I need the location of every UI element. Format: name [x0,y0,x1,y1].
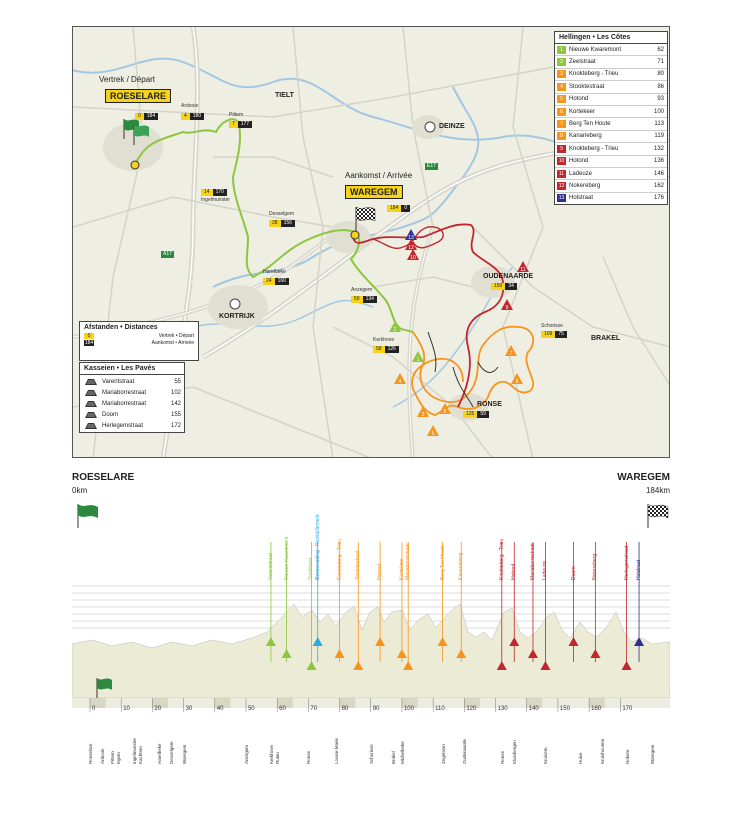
profile-start-name: ROESELARE [72,472,135,483]
km-tag: 58 126 [373,346,399,353]
kasseien-title: Kasseien • Les Pavés [80,363,184,375]
climb-number-badge: 4 [557,83,566,91]
place-label: TIELT [275,92,294,99]
hellingen-legend [554,31,668,205]
climb-label: Nieuwe Kwaremont [283,536,290,580]
route-place-label: Anzegem [243,744,249,764]
cobble-name: Mariaborrestraat [102,400,147,407]
town-label: Ardooie [181,103,199,109]
cobble-km: 102 [170,389,181,396]
route-place-label: Ardooie [100,748,106,764]
kasseien-row [80,420,184,431]
svg-text:6: 6 [443,409,447,414]
climb-number-badge: 8 [557,132,566,140]
start-heading: Vertrek / Départ [99,75,156,84]
climb-number-badge: 13 [558,195,565,202]
place-label: KORTRIJK [219,313,255,320]
hellingen-row [555,142,667,154]
climb-name: Knokteberg - Trieu [569,71,619,78]
km-tag: 109 75 [541,331,567,338]
climb-name: Hotond [569,96,589,103]
climb-marker-icon [394,373,406,384]
km-axis-label: 150 [559,706,570,712]
km-tag: 7 177 [229,121,252,128]
start-city: ROESELARE [105,89,171,103]
km-axis-label: 160 [591,706,602,712]
climb-km: 93 [657,96,664,103]
climb-km: 136 [653,158,664,165]
climb-marker-icon [501,299,513,310]
km-axis-label: 110 [435,706,445,712]
town-label: Schorisse [541,323,563,329]
kasseien-legend [79,362,185,433]
km-axis-label: 10 [123,706,130,712]
town-label: Harelbeke [263,269,286,275]
km-tag: 0 184 [135,113,158,120]
climb-marker-icon [407,249,419,260]
climb-label: Bevoorrading - Ravitaillement [314,514,321,580]
climb-marker-icon [517,261,529,272]
climb-label: Stooktestraat [355,550,362,580]
climb-km: 132 [653,145,664,152]
climb-km: 162 [653,182,664,189]
profile-chart [72,462,670,774]
km-axis-label: 90 [372,706,380,712]
svg-text:12: 12 [408,245,414,250]
km-axis-label: 50 [247,706,255,712]
hellingen-row [555,155,667,167]
climb-label: Zeelstraat [308,557,315,580]
climb-marker-icon [511,373,523,384]
hellingen-row [555,44,667,55]
cobble-km: 142 [170,400,181,407]
climb-label: Kanarieberg [458,552,465,580]
hellingen-row [555,192,667,204]
km-axis-label: 70 [310,706,318,712]
afstanden-row: 184 Aankomst • Arrivée [84,340,194,346]
cobblestone-icon [84,378,98,386]
cobble-km: 172 [170,422,181,429]
climb-name: Kortekeer [569,108,596,115]
route-place-label: Waregem [181,744,187,764]
town-label: Anzegem [351,287,373,293]
climb-name: Ladeuze [569,170,593,177]
route-place-label: Ingelmunster [131,737,137,764]
km-axis-label: 130 [497,706,508,712]
climb-label: Knokteberg - Trieu [336,538,343,580]
route-map [72,26,670,458]
climb-marker-icon [505,345,517,356]
climb-number-badge: 11 [558,170,565,177]
route-place-label: Huise [577,752,583,764]
route-place-label: Roeselare [88,743,93,764]
cobblestone-icon [84,422,98,430]
climb-number-badge: 12 [558,182,565,189]
town-label: Desselgem [269,211,295,217]
svg-text:9: 9 [505,305,509,310]
climb-km: 100 [653,108,664,115]
route-place-label: Pittem [109,751,115,764]
climb-number-badge: 10 [558,158,565,165]
cobble-name: Doorn [102,411,119,418]
route-place-label: Brakel [390,751,396,764]
svg-text:1: 1 [416,357,420,362]
kasseien-row [80,387,184,398]
svg-text:3: 3 [421,412,425,417]
climb-label: Ladeuze [542,560,549,580]
cobble-km: 55 [174,378,181,385]
climb-km: 113 [654,121,664,128]
climb-label: Hotond [377,563,384,580]
climb-number-badge: 7 [557,120,566,128]
climb-name: Berg Ten Houte [569,121,611,128]
climb-name: Kanarieberg [569,133,602,140]
cobble-name: Varentstraat [102,378,135,385]
finish-city: WAREGEM [345,185,403,199]
climb-number-badge: 1 [557,46,566,54]
road-label: E17 [427,163,436,169]
climb-label: Herlegemstraat [623,545,630,580]
route-place-label: Michelbeke [399,741,405,764]
route-place-label: Kruisem [543,747,549,764]
climb-label: Varentstraat [267,553,274,580]
climb-label: Mariaborrestraat [529,543,536,580]
climb-label: Hotond [511,563,518,580]
climb-number-badge: 2 [557,58,566,66]
climb-km: 119 [654,133,664,140]
route-place-label: Kruishoutem [599,738,605,764]
climb-marker-icon [439,403,451,414]
place-label: DEINZE [439,123,465,130]
climb-km: 176 [653,195,664,202]
hellingen-row [555,105,667,117]
route-place-label: Ruien [275,752,281,764]
km-tag: 125 59 [463,411,489,418]
hellingen-title: Hellingen • Les Côtes [555,32,667,44]
climb-name: Nieuwe Kwaremont [569,46,622,53]
route-place-label: Oudenaarde [462,738,468,764]
km-axis-label: 140 [528,706,539,712]
finish-heading: Aankomst / Arrivée [345,171,413,180]
cobblestone-icon [84,400,98,408]
hellingen-row [555,167,667,179]
climb-km: 146 [653,170,664,177]
km-tag: 184 0 [387,205,410,212]
km-axis-label: 80 [341,706,349,712]
hellingen-row [555,117,667,129]
cobblestone-icon [84,411,98,419]
profile-end-km: 184km [645,486,670,495]
afstanden-row: 0 Vertrek • Départ [84,333,194,339]
hellingen-row [555,130,667,142]
km-axis-label: 40 [216,706,224,712]
climb-label: Kortekeer [398,558,405,580]
climb-km: 86 [657,83,664,90]
route-place-label: Egem [116,752,122,764]
hellingen-row [555,93,667,105]
km-tag: 24 160 [263,278,289,285]
profile-end-name: WAREGEM [617,472,670,483]
climb-number-badge: 5 [557,95,566,103]
town-label: Ingelmunster [201,197,230,203]
route-place-label: Zegelsem [440,744,446,764]
climb-label: Knokteberg - Trieu [498,538,505,580]
climb-number-badge: 3 [557,70,566,78]
climb-name: Knokteberg - Trieu [569,145,619,152]
climb-marker-icon [405,229,417,240]
climb-number-badge: 6 [557,108,566,116]
place-label: BRAKEL [591,335,621,342]
profile-flag-icon [94,676,114,698]
route-place-label: Schorisse [368,744,374,764]
route-place-label: Kerkhove [268,744,274,764]
profile-start-km: 0km [72,486,88,495]
town-label: Pittem [229,112,244,118]
elevation-profile [72,462,670,774]
finish-flag-icon [353,205,379,231]
km-tag: 28 156 [269,220,295,227]
climb-name: Hotond [569,158,589,165]
hellingen-row [555,55,667,67]
svg-text:10: 10 [410,255,416,260]
climb-km: 62 [657,46,664,53]
climb-label: Berg Ten Houte [439,545,446,580]
hellingen-row [555,179,667,191]
climb-km: 71 [657,59,664,66]
km-tag: 50 134 [351,296,377,303]
cobble-km: 155 [170,411,181,418]
km-tag: 4 180 [181,113,204,120]
place-label: OUDENAARDE [483,273,534,280]
km-axis-label: 30 [185,706,193,712]
climb-name: Nokereberg [569,182,601,189]
climb-marker-icon [405,239,417,250]
afstanden-legend [79,321,199,361]
town-label: Kerkhove [373,337,395,343]
climb-label: Mariaborrestraat [405,543,412,580]
route-place-label: Kachtem [137,746,143,764]
km-tag: 150 34 [491,283,517,290]
svg-text:7: 7 [509,351,513,356]
km-axis-label: 20 [154,706,162,712]
kasseien-row [80,376,184,387]
km-axis-label: 100 [403,706,414,712]
route-place-label: Kluisbergen [512,740,518,764]
cobblestone-icon [84,389,98,397]
km-axis-label: 60 [279,706,286,712]
climb-km: 80 [657,71,664,78]
svg-text:8: 8 [515,379,519,384]
cobble-name: Mariaborrestraat [102,389,147,396]
climb-marker-icon [412,351,424,362]
svg-text:11: 11 [520,267,526,272]
climb-name: Holstraat [569,195,594,202]
kasseien-row [80,398,184,409]
climb-name: Zeelstraat [569,59,596,66]
route-place-label: Nokere [624,749,630,764]
km-tag: 14 170 [201,189,227,196]
climb-name: Stooktestraat [569,83,605,90]
route-place-label: Desselgem [169,741,175,764]
km-axis-label: 0 [92,706,96,712]
km-axis-label: 120 [466,706,477,712]
route-place-label: Harelbeke [156,743,162,764]
climb-marker-icon [417,406,429,417]
climb-label: Doorn [570,566,577,580]
start-flag-icon [131,123,153,145]
place-label: RONSE [477,401,502,408]
route-place-label: Louise-Marie [334,737,340,764]
route-place-label: Ronse [306,750,312,764]
climb-marker-icon [427,425,439,436]
svg-text:4: 4 [398,379,402,384]
svg-text:13: 13 [408,235,414,240]
hellingen-row [555,68,667,80]
road-label: A17 [163,251,172,257]
climb-marker-icon [389,321,401,332]
climb-label: Nokereberg [592,553,599,580]
svg-text:2: 2 [393,327,397,332]
cobble-name: Herlegemstraat [102,422,144,429]
km-axis-label: 170 [622,706,633,712]
route-place-label: Ronse [499,750,505,764]
route-place-label: Waregem [649,744,655,764]
kasseien-row [80,409,184,420]
climb-number-badge: 9 [557,145,566,153]
hellingen-row [555,80,667,92]
afstanden-title: Afstanden • Distances [84,324,158,331]
climb-label: Holstraat [636,559,643,580]
svg-text:5: 5 [431,431,435,436]
